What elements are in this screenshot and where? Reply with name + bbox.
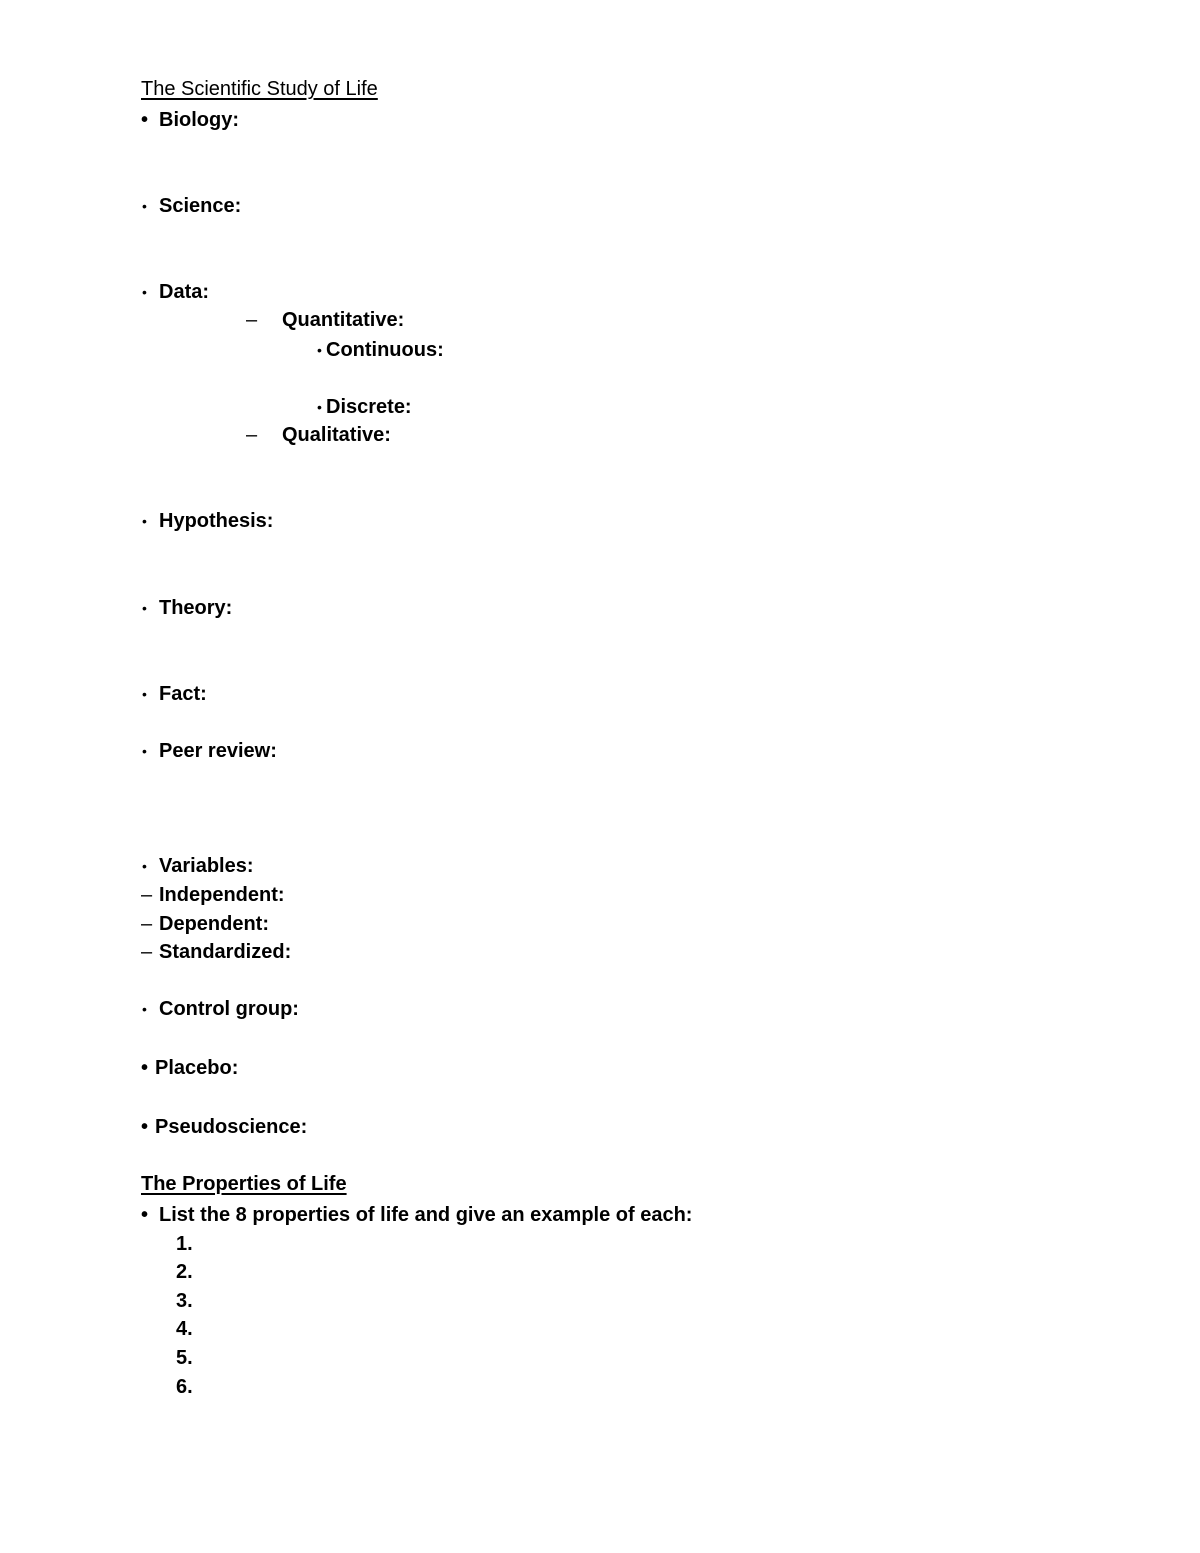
- term-placebo: Placebo:: [155, 1057, 239, 1079]
- properties-instruction: List the 8 properties of life and give an example of each:: [159, 1204, 693, 1226]
- bullet-icon: •: [317, 399, 322, 415]
- term-quantitative: Quantitative:: [282, 309, 405, 331]
- term-peer-review: Peer review:: [159, 740, 277, 762]
- term-independent: Independent:: [159, 884, 285, 906]
- list-item: 4.: [176, 1318, 193, 1340]
- term-science: Science:: [159, 195, 242, 217]
- dash-icon: –: [141, 884, 153, 906]
- list-item: 3.: [176, 1290, 193, 1312]
- term-biology: Biology:: [159, 109, 239, 131]
- term-theory: Theory:: [159, 597, 233, 619]
- bullet-icon: •: [142, 513, 147, 529]
- bullet-icon: •: [141, 1116, 149, 1138]
- dash-icon: –: [141, 913, 153, 935]
- list-item: 1.: [176, 1233, 193, 1255]
- term-discrete: Discrete:: [326, 396, 412, 418]
- list-item: 6.: [176, 1376, 193, 1398]
- term-continuous: Continuous:: [326, 339, 444, 361]
- bullet-icon: •: [142, 743, 147, 759]
- term-control-group: Control group:: [159, 998, 299, 1020]
- bullet-icon: •: [142, 858, 147, 874]
- bullet-icon: •: [142, 198, 147, 214]
- term-dependent: Dependent:: [159, 913, 269, 935]
- bullet-icon: •: [142, 1001, 147, 1017]
- dash-icon: –: [141, 941, 153, 963]
- bullet-icon: •: [141, 1057, 149, 1079]
- list-item: 5.: [176, 1347, 193, 1369]
- term-hypothesis: Hypothesis:: [159, 510, 274, 532]
- bullet-icon: •: [142, 686, 147, 702]
- dash-icon: –: [246, 309, 258, 331]
- bullet-icon: •: [141, 109, 149, 131]
- term-qualitative: Qualitative:: [282, 424, 391, 446]
- dash-icon: –: [246, 424, 258, 446]
- bullet-icon: •: [142, 284, 147, 300]
- bullet-icon: •: [317, 342, 322, 358]
- section-title-scientific-study: The Scientific Study of Life: [141, 78, 378, 100]
- term-data: Data:: [159, 281, 210, 303]
- term-standardized: Standardized:: [159, 941, 292, 963]
- bullet-icon: •: [141, 1204, 149, 1226]
- term-variables: Variables:: [159, 855, 254, 877]
- term-pseudoscience: Pseudoscience:: [155, 1116, 308, 1138]
- bullet-icon: •: [142, 600, 147, 616]
- term-fact: Fact:: [159, 683, 207, 705]
- section-title-properties-of-life: The Properties of Life: [141, 1173, 347, 1195]
- list-item: 2.: [176, 1261, 193, 1283]
